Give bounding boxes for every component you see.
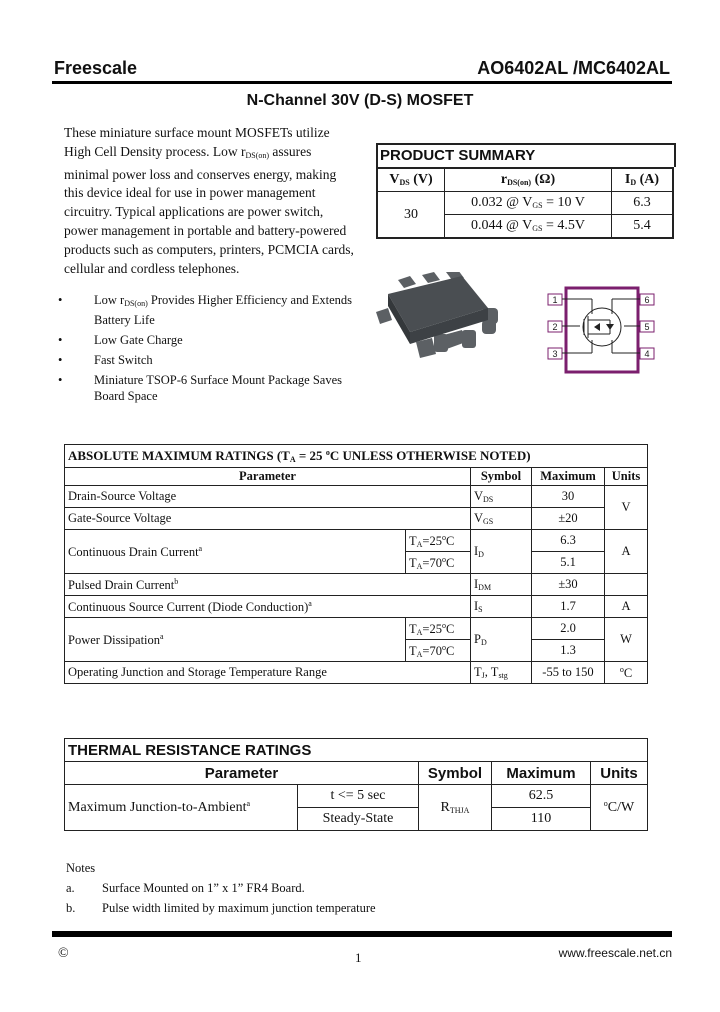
table-row: Power Dissipation$^a$ $T_A=25^oC$ $P_D$ 2.0 W [65, 618, 648, 640]
note-b: b. Pulse width limited by maximum junction temperature [66, 901, 376, 915]
feature-item: • Low $r_{DS(on)}$ Provides Higher Efficiency and Extends Battery Life [58, 292, 358, 328]
thermal-caption: THERMAL RESISTANCE RATINGS [65, 739, 648, 762]
page-number: 1 [355, 950, 362, 965]
table-row: $T_A=70^oC$ 5.1 [65, 552, 648, 574]
brand-name: Freescale [54, 58, 138, 78]
product-summary-table: $V_{DS}$ (V) $r_{DS(on)}$ (Ω) $I_D$ (A) 30 0.032 @ $V_{GS} = 10$ V 6.3 0.044 @ $V_{GS} = 4.5V$ 5.4 [376, 167, 674, 239]
table-row: Maximum Junction-to-Ambient$^a$ t <= 5 sec $R_{THJA}$ 62.5 $^o$C/W [65, 785, 648, 808]
notes [66, 858, 376, 918]
table-row: Continuous Drain Current$^a$ $T_A=25^oC$ $I_D$ 6.3 A [65, 530, 648, 552]
product-summary [376, 143, 674, 239]
pin-5-label: 5 [644, 322, 650, 332]
footer-rule [52, 931, 672, 937]
product-summary-heading: PRODUCT SUMMARY [376, 143, 676, 167]
table-row: Continuous Source Current (Diode Conduction)$^a$ $I_S$ 1.7 A [65, 596, 648, 618]
website-url: www.freescale.net.cn [558, 946, 672, 960]
page-title: N-Channel 30V (D-S) MOSFET [246, 92, 474, 109]
abs-max-caption: ABSOLUTE MAXIMUM RATINGS ($T_A = 25$ $^o$C UNLESS OTHERWISE NOTED) [65, 445, 648, 468]
feature-item: • Fast Switch [58, 352, 358, 368]
absolute-max-ratings [64, 444, 648, 684]
header-rule [52, 81, 672, 84]
absolute-max-table: ABSOLUTE MAXIMUM RATINGS ($T_A = 25$ $^o$C UNLESS OTHERWISE NOTED) Parameter Symbol Maximum Units Drain-Source Voltage $V_{DS}$ 30 V Gate-Source Voltage $V_{GS}$ ±20 Continuous Drain Current$^a$ $T_A=25^oC$ $I_D$ 6.3 A $T_A=70^oC$ 5.1 Pulsed Drain Current$^b$ $I_{DM}$ ±30 Continuous Source Current (Diode Conduction)$^a$ $I_S$ 1.7 A Power Dissipation$^a$ $T_A=25^oC$ $P_D$ 2.0 W $T_A=70^oC$ 1.3 Operating Junction and Storage Temperature Range $T_J$, $T_{stg}$ -55 to 150 $^o$C [64, 444, 648, 684]
pin-2-label: 2 [552, 322, 558, 332]
pin-3-label: 3 [552, 349, 558, 359]
part-number: AO6402AL /MC6402AL [477, 58, 670, 78]
tsop6-package-image [370, 272, 530, 372]
table-row: Operating Junction and Storage Temperature Range $T_J$, $T_{stg}$ -55 to 150 $^o$C [65, 662, 648, 684]
table-row: Gate-Source Voltage $V_{GS}$ ±20 [65, 508, 648, 530]
pinout-diagram [540, 286, 666, 376]
pin-4-label: 4 [644, 349, 650, 359]
pin-1-label: 1 [552, 295, 558, 305]
copyright-symbol: © [58, 946, 69, 961]
pin-6-label: 6 [644, 295, 650, 305]
table-row: $T_A=70^oC$ 1.3 [65, 640, 648, 662]
feature-item: • Miniature TSOP-6 Surface Mount Package Saves Board Space [58, 372, 358, 404]
note-a: a. Surface Mounted on 1” x 1” FR4 Board. [66, 881, 305, 895]
feature-list [58, 292, 358, 408]
intro-paragraph: These miniature surface mount MOSFETs utilize High Cell Density process. Low $r_{DS(on)}$ assures minimal power loss and conserves energy, making this device ideal for use in power management circuitry. Typical applications are power switch, power management in portable and battery-powered products such as computers, printers, PCMCIA cards, cellular and cordless telephones. [64, 125, 354, 276]
thermal-resistance-ratings [64, 738, 648, 831]
table-row: Drain-Source Voltage $V_{DS}$ 30 V [65, 486, 648, 508]
feature-item: • Low Gate Charge [58, 332, 358, 348]
table-row: Pulsed Drain Current$^b$ $I_{DM}$ ±30 [65, 574, 648, 596]
thermal-table: THERMAL RESISTANCE RATINGS Parameter Symbol Maximum Units Maximum Junction-to-Ambient$^a$ t <= 5 sec $R_{THJA}$ 62.5 $^o$C/W Steady-State 110 [64, 738, 648, 831]
table-row: Steady-State 110 [65, 808, 648, 831]
notes-title: Notes [66, 861, 96, 875]
